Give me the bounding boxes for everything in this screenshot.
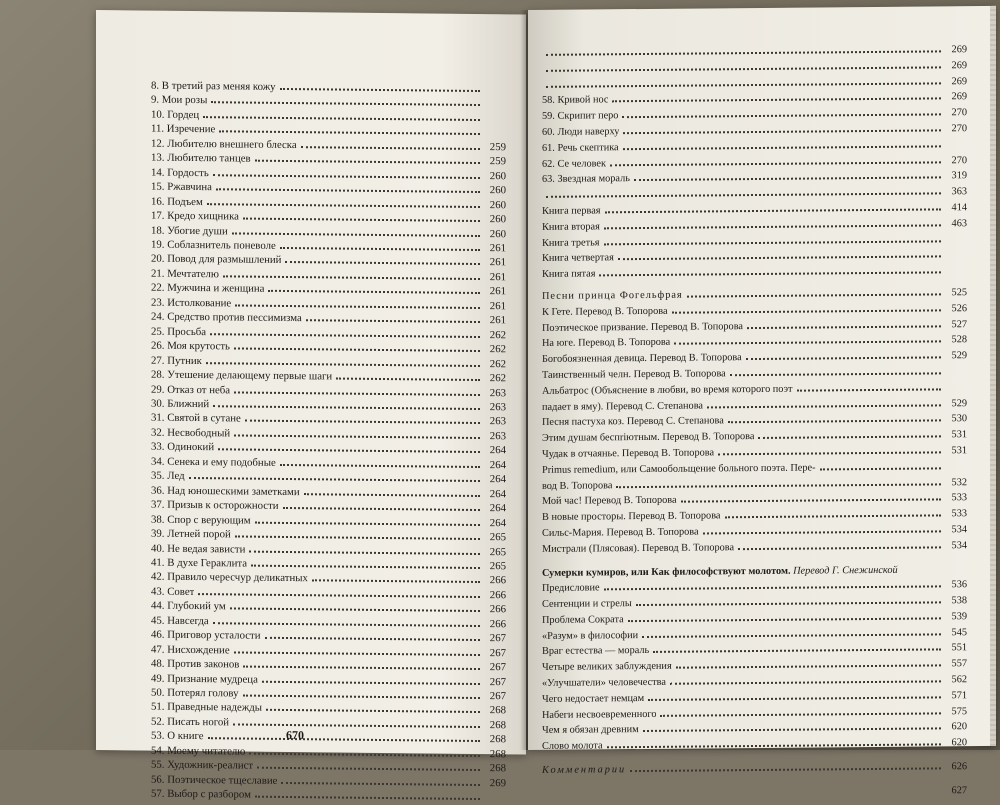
dot-leader [747,325,941,329]
dot-leader [618,256,941,261]
dot-leader [218,449,480,454]
toc-entry-page: 261 [484,299,506,314]
toc-entry-title: 8. В третий раз меняя кожу [151,79,276,95]
toc-entry-page: 270 [945,121,967,137]
dot-leader [249,550,480,554]
toc-entry-page: 269 [945,74,967,90]
toc-entry-page: 562 [945,672,967,688]
toc-entry-page: 268 [484,704,506,719]
dot-leader [285,261,480,265]
dot-leader [262,680,480,684]
toc-entry-page: 269 [945,58,967,74]
toc-entry-title: 26. Моя крутость [151,339,230,354]
toc-entry-title: 23. Истолкование [151,295,231,310]
toc-entry-title: 55. Художник-реалист [151,758,253,774]
toc-entry-title: Книга пятая [542,267,595,283]
toc-entry-title: «Разум» в философии [542,628,638,645]
dot-leader [604,586,941,591]
toc-entry-last-page [542,783,967,803]
dot-leader [643,728,941,733]
section-heading-translator: Перевод Г. Снежинской [793,564,898,576]
dot-leader [546,66,941,71]
dot-leader [203,116,480,121]
toc-entry-title: Книга первая [542,203,601,219]
toc-entry-title: «Улучшатели» человечества [542,675,666,692]
toc-entry-title: 37. Призыв к осторожности [151,498,279,514]
toc-entry-page: 264 [484,443,506,458]
dot-leader [687,293,941,297]
toc-entry-page: 532 [945,475,967,491]
dot-leader [207,203,480,208]
toc-entry-page: 264 [484,516,506,531]
toc-entry-page: 528 [945,333,967,349]
toc-entry-title: 14. Гордость [151,165,209,180]
toc-entry-title: 51. Праведные надежды [151,700,262,716]
toc-entry-title: 61. Речь скептика [542,140,619,156]
toc-entry-page: 267 [484,689,506,704]
toc-entry-page: 261 [484,256,506,271]
toc-entry-title: Мистрали (Плясовая). Перевод В. Топорова [542,540,734,557]
toc-entry-page: 530 [945,411,967,427]
toc-entry-title: 24. Средство против пессимизма [151,310,302,326]
dot-leader [243,218,480,222]
toc-entry-title: Четыре великих заблуждения [542,659,672,676]
toc-entry-title: 59. Скрипит перо [542,108,618,124]
dot-leader [266,709,480,713]
dot-leader [546,50,941,55]
toc-entry-title: К Гете. Перевод В. Топорова [542,304,668,321]
toc-entry-page: 531 [945,427,967,443]
dot-leader [232,232,480,237]
toc-entry-title: 60. Люди наверху [542,124,619,140]
toc-entry-page: 262 [484,371,506,386]
toc-entry-title: 63. Звездная мораль [542,171,630,188]
toc-entry-page: 261 [484,241,506,256]
dot-leader [208,738,480,743]
toc-entry-page: 270 [945,105,967,121]
dot-leader [660,712,941,716]
toc-entry-title: Песня пастуха коз. Перевод С. Степанова [542,414,724,431]
toc-entry-title: Таинственный челн. Перевод В. Топорова [542,366,726,383]
page-number: 670 [286,728,304,743]
dot-leader [234,391,480,396]
toc-entry-page: 261 [484,270,506,285]
dot-leader [336,378,480,382]
toc-entry-title: 22. Мужчина и женщина [151,281,264,297]
dot-leader [604,224,941,229]
toc-entry-page: 260 [484,183,506,198]
toc-entry-page: 526 [945,301,967,317]
dot-leader [235,304,480,309]
toc-entry-page: 263 [484,429,506,444]
toc-entry-page: 539 [945,609,967,625]
dot-leader [234,348,480,353]
toc-entry-page: 265 [484,545,506,560]
toc-entry-page: 363 [945,184,967,200]
toc-entry-page: 527 [945,317,967,333]
toc-entry-title: 27. Путник [151,353,202,368]
dot-leader [213,622,480,627]
dot-leader [607,744,941,749]
page-edges [990,6,996,746]
toc-entry-page: 557 [945,656,967,672]
dot-leader [746,357,941,361]
toc-entry-title: 47. Нисхождение [151,642,230,657]
dot-leader [283,507,480,511]
toc-entry-title: Комментарии [542,762,626,779]
dot-leader [730,372,941,376]
toc-entry-page: 529 [945,396,967,412]
toc-entry-title: Проблема Сократа [542,612,624,629]
toc-entry-page: 531 [945,443,967,459]
dot-leader [604,240,941,245]
toc-entry-page: 263 [484,414,506,429]
toc-entry-page: 266 [484,573,506,588]
dot-leader [546,82,941,87]
toc-entry-page: 269 [484,776,506,791]
toc-entry-title: Сентенции и стрелы [542,596,632,613]
toc-entry-page: 264 [484,458,506,473]
toc-entry [542,538,967,558]
dot-leader [612,98,941,103]
toc-entry-title: 17. Кредо хищника [151,209,239,224]
toc-entry-title: 54. Моему читателю [151,743,245,758]
toc-entry-page: 262 [484,342,506,357]
dot-leader [189,477,480,482]
toc-entry-page: 263 [484,400,506,415]
toc-entry-page: 533 [945,490,967,506]
toc-entry-title: 50. Потерял голову [151,686,239,701]
dot-leader [610,161,941,166]
dot-leader [255,796,480,800]
dot-leader [758,436,941,440]
toc-entry-page: 270 [945,153,967,169]
toc-entry-title: 62. Се человек [542,156,606,172]
dot-leader [312,580,480,584]
spacer [546,793,941,796]
toc-entry-title: Враг естества — мораль [542,643,649,660]
dot-leader [707,404,941,408]
dot-leader [216,188,480,193]
toc-entry-page: 620 [945,735,967,751]
toc-entry-title: 10. Гордец [151,107,199,122]
section-heading-title: Сумерки кумиров, или Как философствуют молотом. [542,565,791,578]
dot-leader [728,420,941,424]
toc-entry-page: 551 [945,641,967,657]
toc-entry-title: 36. Над юношескими заметками [151,483,300,499]
toc-entry-page: 262 [484,357,506,372]
dot-leader [280,247,480,251]
dot-leader [230,608,480,613]
toc-entry-page: 259 [484,154,506,169]
dot-leader [797,388,941,391]
dot-leader [616,483,941,488]
toc-entry-page: 529 [945,348,967,364]
left-page [96,10,526,755]
toc-entry-title: 9. Мои розы [151,93,207,108]
dot-leader [243,666,480,670]
dot-leader [213,174,480,179]
toc-entry-title: 16. Подъем [151,194,203,209]
dot-leader [213,405,480,410]
toc-entry-title: Мой час! Перевод В. Топорова [542,493,677,510]
toc-entry-title: Книга четвертая [542,251,614,267]
toc-entry-title: 12. Любителю внешнего блеска [151,136,297,152]
toc-entry-title: 33. Одинокий [151,440,214,455]
toc-entry-page: 260 [484,169,506,184]
toc-entry-title: Чем я обязан древним [542,723,639,740]
dot-leader [211,102,480,107]
toc-entry-title: 52. Писать ногой [151,715,229,730]
toc-entry-page: 261 [484,313,506,328]
toc-entry-title: Книга третья [542,235,600,251]
dot-leader [674,341,941,345]
open-book [96,10,996,750]
toc-entry-title: 44. Глубокий ум [151,599,226,614]
toc-entry-page: 533 [945,506,967,522]
toc-entry-title: Чудак в отчаянье. Перевод В. Топорова [542,445,714,462]
toc-entry-page: 545 [945,625,967,641]
toc-entry [151,787,506,805]
toc-entry-page: 266 [484,588,506,603]
toc-entry-page: 265 [484,559,506,574]
toc-entry-page: 259 [484,140,506,155]
dot-leader [206,362,480,367]
toc-entry-title: 13. Любителю танцев [151,151,251,166]
toc-entry-title: 58. Кривой нос [542,93,608,109]
section-heading-title: Песни принца Фогельфрая [542,288,683,305]
dot-leader [265,637,480,641]
dot-leader [634,177,941,182]
toc-entry-title: Primus remedium, или Самообольщение больного поэта. Пере- [542,460,816,478]
toc-entry-title: На юге. Перевод В. Топорова [542,335,670,352]
toc-entry-page: 571 [945,688,967,704]
toc-entry-page: 534 [945,538,967,554]
toc-entry-page: 319 [945,169,967,185]
left-table-of-contents [151,79,506,805]
toc-entry-title: 38. Спор с верующим [151,512,251,527]
toc-entry-title: 34. Сенека и ему подобные [151,454,276,470]
toc-entry-title: 49. Признание мудреца [151,671,258,687]
dot-leader [636,601,941,606]
toc-entry-page: 534 [945,522,967,538]
dot-leader [210,333,480,338]
toc-entry-page: 463 [945,216,967,232]
dot-leader [630,767,941,772]
toc-entry-page: 268 [484,718,506,733]
toc-entry-page: 269 [945,90,967,106]
toc-entry-title: Богобоязненная девица. Перевод В. Топорова [542,350,742,368]
toc-entry-page: 525 [945,285,967,301]
toc-entry-page: 626 [945,759,967,775]
dot-leader [703,530,941,534]
toc-entry-page: 266 [484,617,506,632]
toc-entry-page: 267 [484,631,506,646]
toc-entry-page: 536 [945,577,967,593]
toc-entry-title: 46. Приговор усталости [151,628,261,644]
toc-entry-title: Книга вторая [542,219,600,235]
toc-entry-title: 35. Лед [151,469,185,484]
toc-entry-page: 265 [484,530,506,545]
toc-entry-page: 260 [484,212,506,227]
dot-leader [653,649,941,654]
dot-leader [648,696,941,701]
toc-entry-title: Альбатрос (Объяснение в любви, во время которого поэт [542,381,793,399]
toc-entry-title: 57. Выбор с разбором [151,787,251,802]
dot-leader [738,546,941,550]
dot-leader [280,464,480,468]
toc-entry-title: Этим душам беспriютным. Перевод В. Топорова [542,429,754,447]
toc-entry-page: 268 [484,761,506,776]
toc-entry-title: 21. Мечтателю [151,266,219,281]
dot-leader [255,521,480,525]
dot-leader [820,467,941,470]
toc-entry-title: Набеги несвоевременного [542,707,656,724]
toc-entry-title: Слово молота [542,739,603,755]
dot-leader [243,695,480,699]
dot-leader [672,309,941,313]
toc-entry-title: 53. О книге [151,729,204,744]
toc-entry-title: 15. Ржавчина [151,180,212,195]
toc-entry-title: 56. Поэтическое тщеславие [151,772,277,788]
dot-leader [223,275,480,280]
toc-entry-title: 41. В духе Гераклита [151,556,247,571]
toc-entry-title: Поэтическое призвание. Перевод В. Топорова [542,319,743,337]
toc-entry-title: 25. Просьба [151,324,206,339]
toc-entry-page: 264 [484,501,506,516]
toc-entry-page: 267 [484,660,506,675]
toc-entry-title: 19. Соблазнитель поневоле [151,238,276,254]
dot-leader [599,272,941,277]
toc-entry-page: 263 [484,386,506,401]
dot-leader [304,493,480,497]
toc-entry-title: 18. Убогие души [151,223,228,238]
toc-entry-title: Чего недостает немцам [542,691,644,708]
toc-entry-page: 267 [484,675,506,690]
dot-leader [718,451,941,455]
dot-leader [234,651,480,656]
dot-leader [280,88,480,92]
dot-leader [234,434,480,439]
toc-entry-page: 260 [484,198,506,213]
dot-leader [623,145,941,150]
dot-leader [233,723,480,728]
dot-leader [281,782,480,786]
toc-entry-title: Сильс-Мария. Перевод В. Топорова [542,524,699,541]
toc-entry-title: 39. Летней порой [151,527,231,542]
dot-leader [623,129,941,134]
toc-entry-title: падает в яму). Перевод С. Степанова [542,398,703,415]
toc-entry-title: 45. Навсегда [151,613,209,628]
dot-leader [198,593,480,598]
toc-entry-page: 262 [484,328,506,343]
dot-leader [670,680,941,684]
toc-entry-title: 42. Правило чересчур деликатных [151,570,308,586]
toc-entry-title: 30. Ближний [151,397,209,412]
toc-entry-page: 538 [945,593,967,609]
toc-entry-title: Предисловие [542,581,600,597]
toc-entry-commentary [542,759,967,779]
dot-leader [235,536,480,541]
toc-entry-page: 268 [484,732,506,747]
toc-entry-page: 627 [945,783,967,799]
right-table-of-contents [542,42,967,802]
dot-leader [257,767,480,771]
dot-leader [622,114,941,119]
right-page [528,6,996,750]
toc-entry-page: 264 [484,487,506,502]
toc-entry-title: 31. Святой в сутане [151,411,241,426]
dot-leader [301,146,480,150]
toc-entry-page: 414 [945,200,967,216]
dot-leader [255,160,480,164]
toc-entry-page: 266 [484,602,506,617]
toc-entry-title: 43. Совет [151,584,194,599]
dot-leader [251,565,480,569]
toc-entry-title: 32. Несвободный [151,425,230,440]
toc-entry-title: 40. Не ведая зависти [151,541,245,556]
toc-entry-page: 260 [484,227,506,242]
dot-leader [306,319,480,323]
dot-leader [605,208,941,213]
toc-entry-page: 269 [945,42,967,58]
dot-leader [642,633,941,638]
dot-leader [268,290,480,294]
toc-entry-title: 29. Отказ от неба [151,382,230,397]
toc-entry-page: 261 [484,284,506,299]
toc-entry-title: 20. Повод для размышлений [151,252,281,268]
toc-entry-page: 268 [484,747,506,762]
dot-leader [219,131,480,136]
dot-leader [725,515,941,519]
dot-leader [546,193,941,198]
toc-entry-title: вод В. Топорова [542,478,612,494]
toc-entry-title: 48. Против законов [151,657,239,672]
toc-entry-title: В новые просторы. Перевод В. Топорова [542,508,721,525]
toc-entry-page: 267 [484,646,506,661]
dot-leader [245,420,480,424]
dot-leader [681,499,941,503]
toc-entry-page: 575 [945,704,967,720]
toc-entry-title: 11. Изречение [151,122,215,137]
dot-leader [249,752,480,756]
toc-entry-page: 620 [945,720,967,736]
toc-entry-title: 28. Утешение делающему первые шаги [151,368,332,384]
dot-leader [676,665,941,669]
toc-entry-page: 264 [484,472,506,487]
dot-leader [628,617,941,622]
